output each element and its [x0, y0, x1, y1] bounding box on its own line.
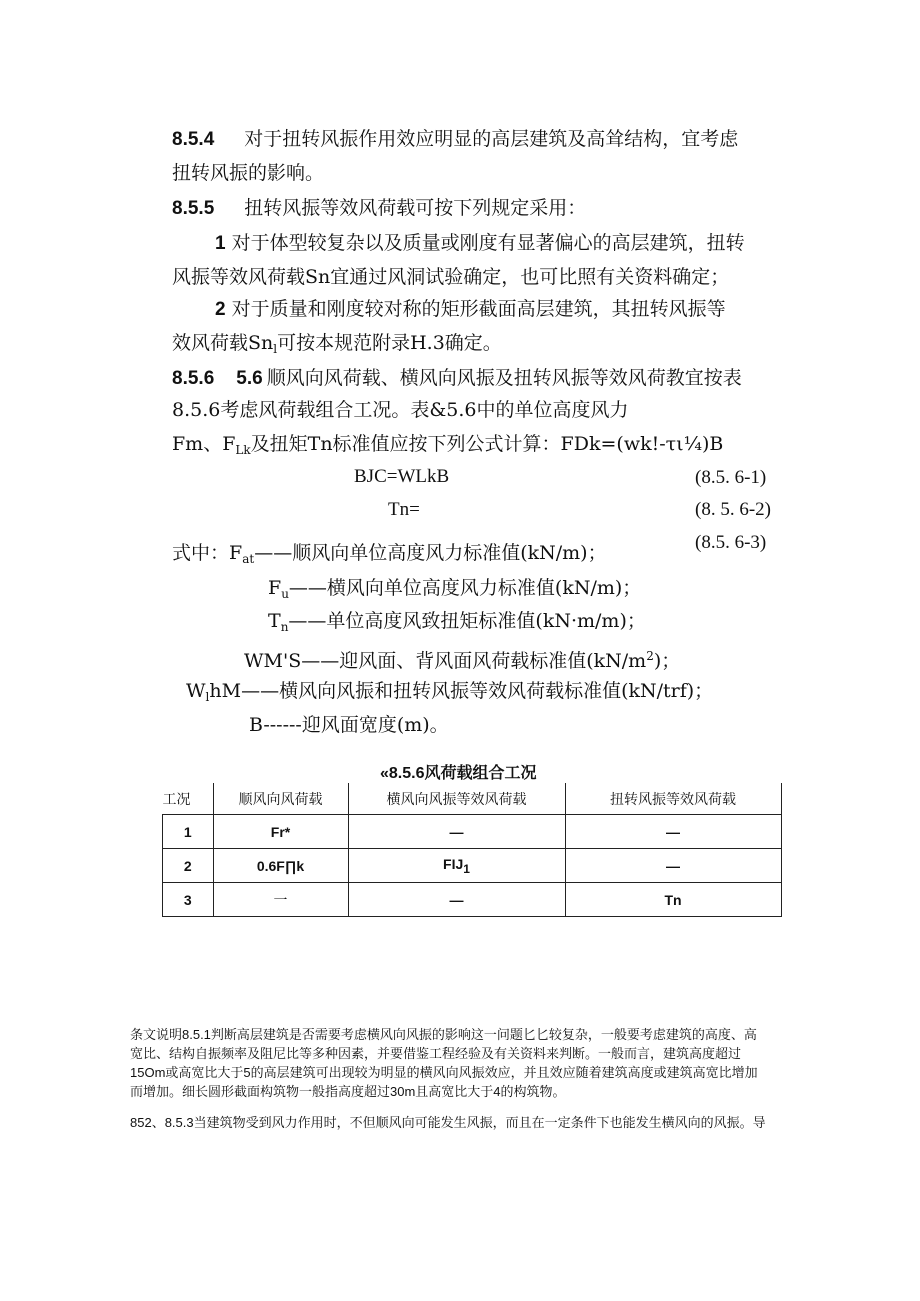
clause-number: 8.5.5 [172, 198, 215, 219]
item-text: 可按本规范附录H.3确定。 [277, 332, 502, 354]
item-text: 对于质量和刚度较对称的矩形截面高层建筑，其扭转风振等 [231, 298, 726, 320]
subscript: u [281, 587, 289, 601]
subscript: l [205, 690, 210, 704]
definition-text: )； [653, 650, 681, 672]
table-cell [348, 849, 565, 883]
table-cell: — [565, 849, 781, 883]
equation-number-3: (8.5. 6-3) [695, 532, 767, 553]
table-cell: Fr* [213, 815, 348, 849]
clause-8-5-5 [172, 196, 586, 221]
clause-text: 顺风向风荷载、横风向风振及扭转风振等效风荷教宜按表 [266, 367, 742, 389]
clause-number: 8.5.6 [172, 368, 215, 389]
clause-text: 扭转风振等效风荷载可按下列规定采用： [244, 197, 587, 219]
definition-text: B------迎风面宽度(m)。 [249, 714, 449, 736]
equation-number-1: (8.5. 6-1) [695, 467, 767, 488]
commentary-8-5-2-line1: 852、8.5.3当建筑物受到风力作用时，不但顺风向可能发生风振，而且在一定条件下也能发生横风向的风振。导 [130, 1115, 766, 1130]
definition-1 [172, 541, 607, 571]
definition-text: WM'S——迎风面、背风面风荷载标准值(kN/m [244, 650, 647, 672]
superscript: 2 [646, 649, 654, 663]
item-1-line1 [215, 231, 745, 256]
commentary-8-5-1-line4: 而增加。细长圆形截面构筑物一般指高度超过30m且高宽比大于4的构筑物。 [130, 1084, 566, 1099]
table-cell: 1 [163, 815, 214, 849]
definition-text: hM——横风向风振和扭转风振等效风荷载标准值(kN/trf)； [209, 680, 714, 702]
symbol: T [268, 610, 281, 632]
clause-text: 扭转风振的影响。 [172, 162, 325, 184]
item-1-line2 [172, 265, 729, 289]
commentary-8-5-1-line1: 条文说明8.5.1判断高层建筑是否需要考虑横风向风振的影响这一问题匕匕较复杂，一般要考虑建筑的高度、高 [130, 1027, 757, 1042]
table-header: 工况 [163, 783, 214, 815]
subscript: at [242, 552, 255, 566]
equation-8-5-6-3: Tn= [388, 499, 420, 520]
table-cell: 3 [163, 883, 214, 917]
table-cell: — [565, 815, 781, 849]
table-row [163, 883, 782, 917]
definition-5 [186, 679, 713, 709]
definition-4 [244, 644, 680, 673]
subscript: l [273, 342, 278, 356]
definition-prefix: 式中： [172, 542, 230, 564]
table-cell: — [348, 883, 565, 917]
definition-text: ——横风向单位高度风力标准值(kN/m)； [288, 577, 642, 599]
item-2-line1 [215, 297, 726, 322]
item-text: 风振等效风荷载Sn宜通过风洞试验确定，也可比照有关资料确定； [172, 266, 730, 288]
table-title: «8.5.6风荷载组合工况 [380, 765, 537, 782]
item-text: 效风荷载Sn [172, 332, 274, 354]
load-combination-table [162, 783, 782, 917]
clause-text: Fm、F [172, 433, 236, 455]
item-2-line2 [172, 331, 502, 361]
table-header: 顺风向风荷载 [213, 783, 348, 815]
table-cell: 0.6F∏k [213, 849, 348, 883]
item-number: 2 [215, 299, 226, 320]
table-header: 扭转风振等效风荷载 [565, 783, 781, 815]
table-cell: — [348, 815, 565, 849]
table-row [163, 815, 782, 849]
clause-8-5-6-line3 [172, 432, 723, 462]
clause-text: 8.5.6考虑风荷载组合工况。表&5.6中的单位高度风力 [172, 399, 629, 421]
definition-text: ——单位高度风致扭矩标准值(kN·m/m)； [288, 610, 646, 632]
definition-6 [249, 713, 449, 737]
table-header-row [163, 783, 782, 815]
definition-2 [268, 576, 641, 606]
symbol: W [186, 680, 206, 702]
definition-text: ——顺风向单位高度风力标准值(kN/m)； [254, 542, 607, 564]
clause-text: 及扭矩Tn标准值应按下列公式计算：FDk=(wk!-τι¼)B [250, 433, 724, 455]
clause-8-5-4-line2 [172, 161, 324, 185]
equation-8-5-6-2: BJC=WLkB [354, 466, 450, 487]
symbol: F [229, 542, 243, 564]
symbol: F [268, 577, 282, 599]
clause-8-5-6-line1 [172, 366, 742, 391]
table-cell: 2 [163, 849, 214, 883]
clause-subnumber: 5.6 [236, 368, 263, 389]
clause-text: 对于扭转风振作用效应明显的高层建筑及高耸结构，宜考虑 [244, 128, 739, 150]
subscript: 1 [463, 861, 470, 876]
table-header: 横风向风振等效风荷载 [348, 783, 565, 815]
definition-3 [268, 609, 646, 639]
table-row [163, 849, 782, 883]
table-cell-text: FIJ [443, 855, 464, 872]
subscript: n [280, 620, 289, 634]
commentary-8-5-1-line3: 15Om或高宽比大于5的高层建筑可出现较为明显的横风向风振效应，并且效应随着建筑高度或建筑高宽比增加 [130, 1065, 758, 1080]
table-cell: Tn [565, 883, 781, 917]
table-cell: 一 [213, 883, 348, 917]
subscript: Lk [235, 443, 251, 457]
clause-8-5-6-line2 [172, 398, 628, 422]
item-number: 1 [215, 233, 226, 254]
clause-8-5-4-line1 [172, 127, 738, 152]
item-text: 对于体型较复杂以及质量或刚度有显著偏心的高层建筑，扭转 [231, 232, 745, 254]
equation-number-2: (8. 5. 6-2) [695, 499, 771, 520]
clause-number: 8.5.4 [172, 129, 215, 150]
commentary-8-5-1-line2: 宽比、结构自振频率及阻尼比等多种因素，并要借鉴工程经验及有关资料来判断。一般而言，建筑高度超过 [130, 1046, 742, 1061]
